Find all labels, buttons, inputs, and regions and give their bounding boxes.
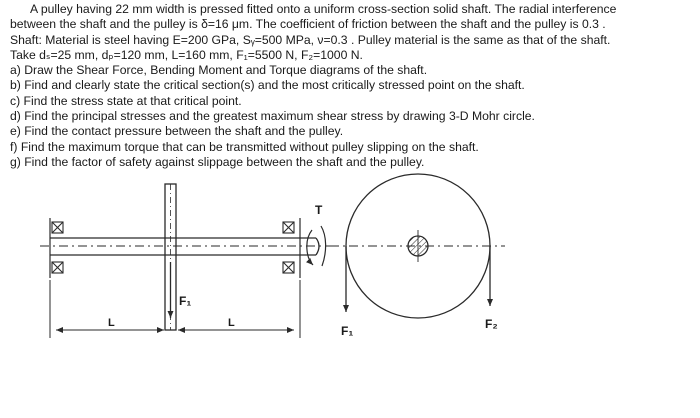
force-f2-label: F₂: [485, 317, 498, 331]
task-f: f) Find the maximum torque that can be transmitted without pulley slipping on the shaft.: [10, 139, 479, 154]
task-c: c) Find the stress state at that critical point.: [10, 93, 242, 108]
dimension-L-left: L: [108, 317, 115, 329]
task-g: g) Find the factor of safety against slippage between the shaft and the pulley.: [10, 154, 425, 169]
task-d: d) Find the principal stresses and the greatest maximum shear stress by drawing 3-D Mohr circle.: [10, 109, 535, 124]
task-e: e) Find the contact pressure between the shaft and the pulley.: [10, 124, 344, 139]
figure-drawing: [0, 170, 700, 418]
intro-line-2: between the shaft and the pulley is δ=16 μm. The coefficient of friction between the shaft and the pulley is 0.3 .: [10, 17, 606, 32]
pulley-end-view: [330, 174, 505, 318]
shaft-side-view: [40, 238, 330, 255]
task-b: b) Find and clearly state the critical section(s) and the most critically stressed point on the shaft.: [10, 78, 525, 93]
shaft-pulley-figure: [0, 170, 700, 418]
bearing-right: [283, 218, 300, 278]
problem-statement: [10, 2, 698, 170]
task-a: a) Draw the Shear Force, Bending Moment and Torque diagrams of the shaft.: [10, 63, 428, 78]
torque-label: T: [315, 203, 323, 217]
force-f1-mid-label: F₁: [179, 294, 192, 308]
force-f1-side-label: F₁: [341, 324, 354, 338]
dimension-lines: [50, 280, 300, 338]
given-values-line: Take dₛ=25 mm, dₚ=120 mm, L=160 mm, F₁=5500 N, F₂=1000 N.: [10, 47, 363, 62]
shaft-end-cut: [316, 238, 319, 255]
shaft-material-line: Shaft: Material is steel having E=200 GPa, Sᵧ=500 MPa, ν=0.3 . Pulley material is the same as that of the shaft.: [10, 32, 611, 47]
bearing-left: [50, 218, 63, 278]
intro-line-1: A pulley having 22 mm width is pressed fitted onto a uniform cross-section solid shaft. The radial interference: [30, 2, 617, 16]
dimension-L-right: L: [228, 317, 235, 329]
